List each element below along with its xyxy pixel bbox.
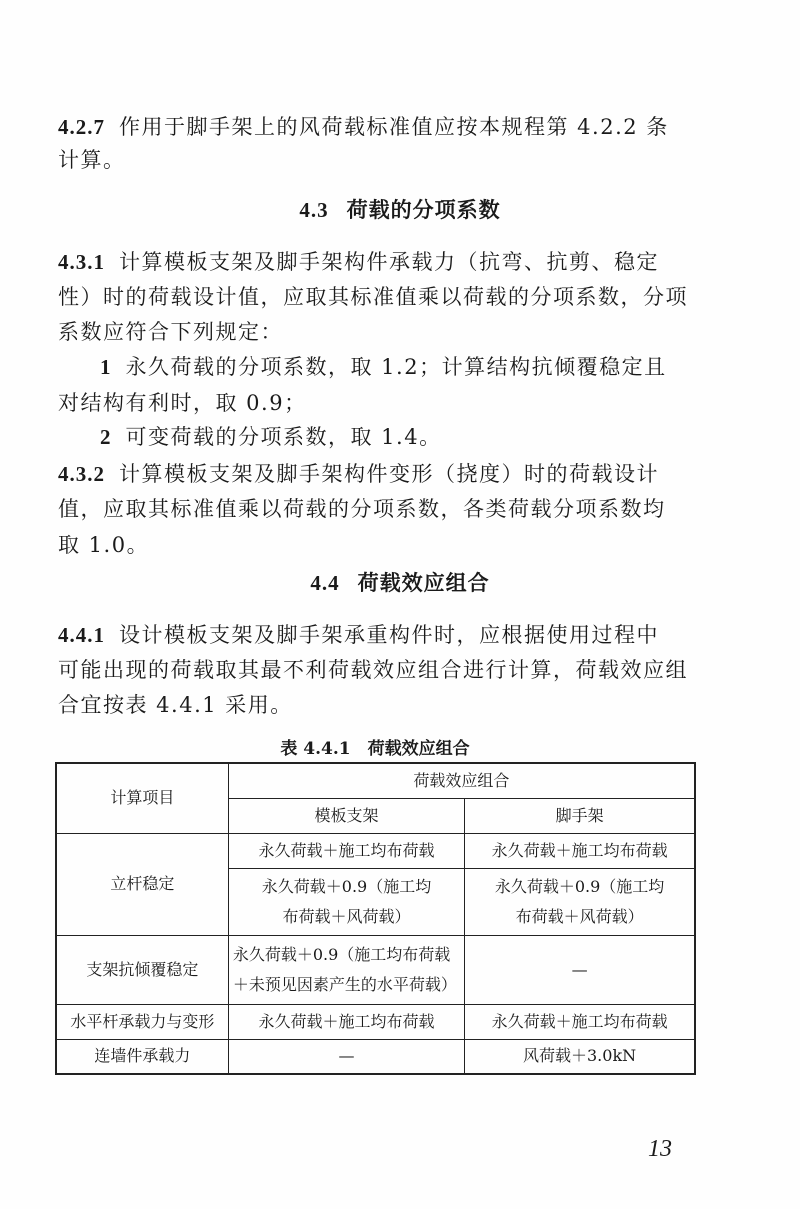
item-1-line1 [100,355,667,379]
cell: 永久荷载＋0.9（施工均布荷载＋风荷载） [228,868,464,935]
clause-4-4-1-line2: 可能出现的荷载取其最不利荷载效应组合进行计算，荷载效应组 [58,658,688,682]
item-1-line2: 对结构有利时，取 0.9； [58,391,307,415]
text: 永久荷载的分项系数，取 1.2；计算结构抗倾覆稳定且 [125,355,667,379]
section-number: 4.4 [310,571,340,595]
cell: 永久荷载＋0.9（施工均布荷载＋风荷载） [465,868,695,935]
clause-4-3-1-line2: 性）时的荷载设计值，应取其标准值乘以荷载的分项系数，分项 [58,285,688,309]
table-title: 表 4.4.1 荷载效应组合 [280,739,470,759]
clause-number: 4.3.1 [58,250,105,274]
table-row [56,1004,695,1039]
section-number: 4.3 [299,198,329,222]
page-number: 13 [648,1136,672,1162]
clause-4-3-2-line1 [58,462,659,486]
cell: — [465,935,695,1004]
clause-4-4-1-line1 [58,623,659,647]
item-2 [100,425,442,449]
load-combination-table [55,762,696,1075]
cell: — [228,1039,464,1074]
item-number: 1 [100,355,112,379]
section-heading-4-3 [0,198,800,222]
cell: 风荷载＋3.0kN [465,1039,695,1074]
cell: 永久荷载＋施工均布荷载 [465,833,695,868]
clause-number: 4.2.7 [58,115,105,139]
cell: 永久荷载＋施工均布荷载 [465,1004,695,1039]
row-label: 支架抗倾覆稳定 [56,935,228,1004]
clause-4-3-2-line2: 值，应取其标准值乘以荷载的分项系数，各类荷载分项系数均 [58,497,666,521]
clause-number: 4.4.1 [58,623,105,647]
clause-4-3-2-line3: 取 1.0。 [58,533,150,557]
row-label: 立杆稳定 [56,833,228,935]
clause-4-3-1-line1 [58,250,659,274]
text: 计算模板支架及脚手架构件承载力（抗弯、抗剪、稳定 [119,250,659,274]
section-title: 荷载的分项系数 [346,197,501,222]
header-formwork: 模板支架 [228,798,464,833]
row-label: 连墙件承载力 [56,1039,228,1074]
item-number: 2 [100,425,112,449]
header-item: 计算项目 [56,763,228,833]
clause-4-2-7-line1 [58,115,669,139]
table-row [56,935,695,1004]
text: 可变荷载的分项系数，取 1.4。 [125,425,442,449]
clause-number: 4.3.2 [58,462,105,486]
section-title: 荷载效应组合 [357,570,490,595]
section-heading-4-4 [0,571,800,595]
clause-4-4-1-line3: 合宜按表 4.4.1 采用。 [58,693,293,717]
row-label: 水平杆承载力与变形 [56,1004,228,1039]
header-combination: 荷载效应组合 [228,763,695,798]
table-row [56,1039,695,1074]
header-scaffold: 脚手架 [465,798,695,833]
clause-4-3-1-line3: 系数应符合下列规定： [58,320,283,344]
table-row [56,833,695,868]
text: 设计模板支架及脚手架承重构件时，应根据使用过程中 [119,623,659,647]
cell: 永久荷载＋施工均布荷载 [228,833,464,868]
text: 作用于脚手架上的风荷载标准值应按本规程第 4.2.2 条 [119,115,669,139]
cell: 永久荷载＋施工均布荷载 [228,1004,464,1039]
clause-4-2-7-line2: 计算。 [58,148,126,172]
cell: 永久荷载＋0.9（施工均布荷载＋未预见因素产生的水平荷载） [228,935,464,1004]
text: 计算模板支架及脚手架构件变形（挠度）时的荷载设计 [119,462,659,486]
